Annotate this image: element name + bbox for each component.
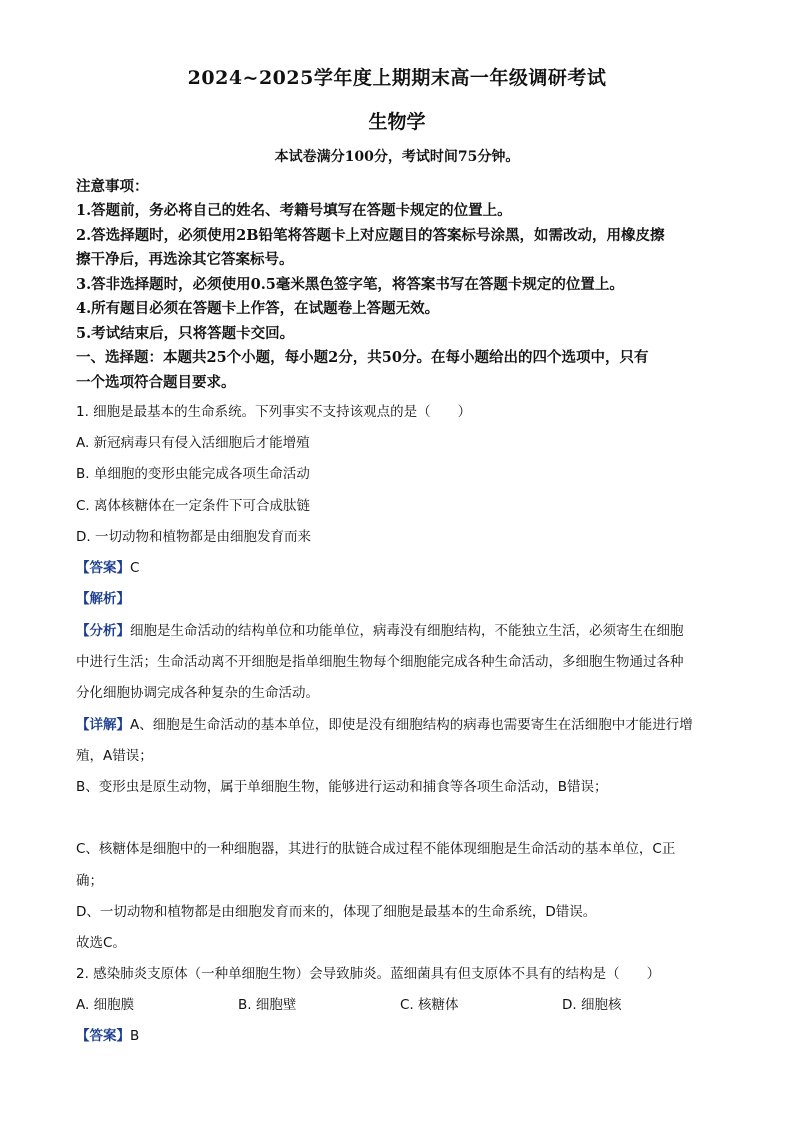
answer-line [76,1024,139,1044]
option-a: A. 细胞膜 [76,997,135,1013]
exam-subject: 生物学 [368,111,426,133]
xiangjie-line [76,713,693,733]
notice-item: 2.答选择题时，必须使用2B铅笔将答题卡上对应题目的答案标号涂黑，如需改动，用橡皮擦 [76,227,665,244]
score-info: 本试卷满分100分，考试时间75分钟。 [274,149,520,165]
xiangjie-text: 确； [76,873,103,889]
answer-tag: 【答案】 [76,560,130,576]
notice-item: 1.答题前，务必将自己的姓名、考籍号填写在答题卡规定的位置上。 [76,202,512,219]
option-c: C. 核糖体 [400,997,459,1013]
answer-value: B [130,1028,140,1044]
option-d: D. 细胞核 [562,997,622,1013]
fenxi-text: 中进行生活；生命活动离不开细胞是指单细胞生物每个细胞能完成各种生命活动，多细胞生物通过各种 [76,654,684,670]
notice-heading: 注意事项： [76,178,149,195]
question-stem: 2. 感染肺炎支原体（一种单细胞生物）会导致肺炎。蓝细菌具有但支原体不具有的结构是（ ） [76,966,661,982]
question-stem: 1. 细胞是最基本的生命系统。下列事实不支持该观点的是（ ） [76,404,472,420]
option-b: B. 细胞壁 [238,997,297,1013]
exam-title: 2024~2025学年度上期期末高一年级调研考试 [187,67,607,89]
notice-item: 擦干净后，再选涂其它答案标号。 [76,251,294,268]
section-heading-cont: 一个选项符合题目要求。 [76,374,236,391]
xiangjie-text: B、变形虫是原生动物，属于单细胞生物，能够进行运动和捕食等各项生命活动，B错误； [76,779,608,795]
conclusion: 故选C。 [76,935,126,951]
option-d: D. 一切动物和植物都是由细胞发育而来 [76,529,311,545]
analysis-tag: 【解析】 [76,591,130,607]
option-c: C. 离体核糖体在一定条件下可合成肽链 [76,498,311,514]
notice-item: 5.考试结束后，只将答题卡交回。 [76,325,295,342]
option-b: B. 单细胞的变形虫能完成各项生命活动 [76,466,310,482]
xiangjie-text: 殖，A错误； [76,748,153,764]
xiangjie-text: A、细胞是生命活动的基本单位，即使是没有细胞结构的病毒也需要寄生在活细胞中才能进行增 [130,717,693,733]
option-a: A. 新冠病毒只有侵入活细胞后才能增殖 [76,435,310,451]
answer-tag: 【答案】 [76,1028,130,1044]
notice-item: 3.答非选择题时，必须使用0.5毫米黑色签字笔，将答案书写在答题卡规定的位置上。 [76,276,624,293]
xiangjie-tag: 【详解】 [76,717,130,733]
answer-line [76,556,139,576]
analysis-line [76,587,130,607]
notice-item: 4.所有题目必须在答题卡上作答，在试题卷上答题无效。 [76,300,440,317]
answer-value: C [130,560,140,576]
xiangjie-text: C、核糖体是细胞中的一种细胞器，其进行的肽链合成过程不能体现细胞是生命活动的基本单位，C正 [76,841,676,857]
xiangjie-text: D、一切动物和植物都是由细胞发育而来的，体现了细胞是最基本的生命系统，D错误。 [76,904,597,920]
fenxi-text: 分化细胞协调完成各种复杂的生命活动。 [76,685,319,701]
section-heading: 一、选择题：本题共25个小题，每小题2分，共50分。在每小题给出的四个选项中，只有 [76,349,649,366]
fenxi-tag: 【分析】 [76,623,130,639]
fenxi-text: 细胞是生命活动的结构单位和功能单位，病毒没有细胞结构，不能独立生活，必须寄生在细胞 [130,623,684,639]
fenxi-line [76,619,684,639]
